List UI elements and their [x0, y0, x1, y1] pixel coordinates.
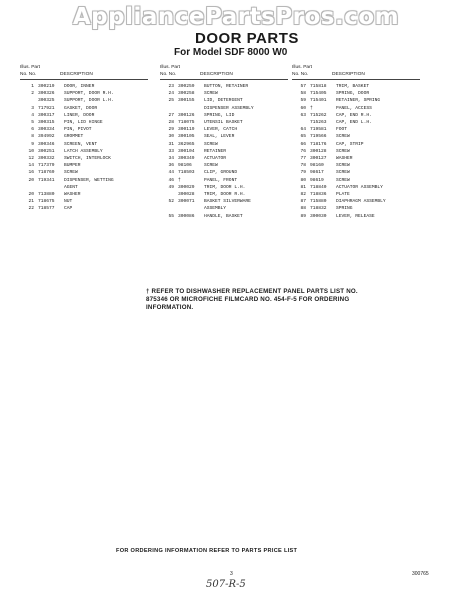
- part-number: 719566: [310, 134, 327, 140]
- part-description: DOOR, INNER: [64, 84, 95, 89]
- ref-number: 6: [31, 127, 34, 133]
- parts-row: [292, 205, 420, 212]
- parts-row: [292, 184, 420, 191]
- ref-number: 9: [31, 141, 34, 147]
- part-description: PIN, PIVOT: [64, 127, 92, 133]
- part-description: ACTUATOR ASSEMBLY: [336, 184, 383, 190]
- ref-number: 34: [168, 156, 174, 162]
- ref-number: 60: [300, 105, 306, 111]
- parts-row: [292, 191, 420, 198]
- part-number: 300030: [310, 213, 327, 219]
- part-description: SCREW: [336, 134, 350, 140]
- part-number: †: [310, 105, 313, 111]
- ref-number: 33: [168, 148, 174, 154]
- page-title: DOOR PARTS: [195, 30, 299, 47]
- ref-number: 58: [300, 91, 306, 97]
- part-number: 718176: [310, 141, 327, 147]
- parts-rows: [160, 83, 288, 220]
- part-description: DISPENSER, WETTING: [64, 177, 114, 183]
- part-description: DIAPHRAGM ASSEMBLY: [336, 199, 386, 205]
- ref-number: 57: [300, 84, 306, 89]
- part-description: CAP, END R.H.: [336, 112, 372, 118]
- parts-row: [160, 126, 288, 133]
- part-description: LEVER, CATCH: [204, 127, 238, 133]
- part-description: TRIM, BASKET: [336, 84, 370, 89]
- part-number: 300105: [178, 134, 195, 140]
- part-description: WASHER: [336, 156, 353, 162]
- parts-row: [20, 119, 148, 126]
- ref-number: 89: [300, 213, 306, 219]
- part-number: 300126: [178, 112, 195, 118]
- parts-rows: [292, 83, 420, 220]
- part-description: SCREW: [204, 163, 218, 169]
- parts-row: [160, 169, 288, 176]
- parts-column-3: [292, 63, 420, 220]
- ref-number: 44: [168, 170, 174, 176]
- column-header: [160, 63, 288, 80]
- part-number: 300029: [178, 184, 195, 190]
- parts-row: [20, 205, 148, 212]
- part-number: 300325: [38, 98, 55, 104]
- part-description: GROMMET: [64, 134, 84, 140]
- part-number: †: [178, 177, 181, 183]
- part-number: 715405: [310, 91, 327, 97]
- parts-row: [20, 198, 148, 205]
- part-number: 713880: [38, 192, 55, 198]
- parts-row: [292, 141, 420, 148]
- part-description: ACTUATOR: [204, 156, 227, 162]
- ref-number: 49: [168, 184, 174, 190]
- header-description: DESCRIPTION: [60, 72, 93, 77]
- ref-number: 78: [300, 163, 306, 169]
- part-number: 718675: [38, 199, 55, 205]
- column-header: [292, 63, 420, 80]
- parts-row: [292, 83, 420, 90]
- part-number: 300086: [178, 213, 195, 219]
- header-illus-part: Illus. Part: [292, 65, 312, 70]
- part-description: SCREW: [336, 148, 350, 154]
- parts-column-1: [20, 63, 148, 213]
- part-number: 300258: [178, 91, 195, 97]
- ref-number: 31: [168, 141, 174, 147]
- part-description: SCREW: [204, 141, 218, 147]
- part-description: GASKET, DOOR: [64, 105, 98, 111]
- parts-row: [20, 126, 148, 133]
- replacement-panel-note: † REFER TO DISHWASHER REPLACEMENT PANEL PARTS LIST NO. 875346 OR MICROFICHE FILMCARD NO. 454-F-5 FOR ORDERING INFORMATION.: [146, 288, 358, 312]
- parts-row: [160, 148, 288, 155]
- header-description: DESCRIPTION: [200, 72, 233, 77]
- ref-number: 22: [28, 206, 34, 212]
- parts-row: [160, 141, 288, 148]
- part-number: 98619: [310, 177, 324, 183]
- parts-row: [160, 162, 288, 169]
- parts-row: [20, 191, 148, 198]
- parts-row: [20, 133, 148, 140]
- ref-number: 14: [28, 163, 34, 169]
- parts-row: [292, 177, 420, 184]
- part-number: 718503: [178, 170, 195, 176]
- parts-row: [292, 90, 420, 97]
- parts-row: [292, 126, 420, 133]
- part-number: 719341: [38, 177, 55, 183]
- ref-number: 65: [300, 134, 306, 140]
- part-description: SCREW: [336, 163, 350, 169]
- ref-number: 59: [300, 98, 306, 104]
- ref-number: [292, 119, 310, 126]
- ref-number: 80: [300, 177, 306, 183]
- parts-row: [160, 198, 288, 205]
- ref-number: 3: [31, 105, 34, 111]
- part-description: SCREW: [336, 170, 350, 176]
- part-description: SUPPORT, DOOR L.H.: [64, 98, 114, 104]
- ref-number: 87: [300, 199, 306, 205]
- ref-number: 66: [300, 141, 306, 147]
- part-description: PIN, LID HINGE: [64, 120, 103, 126]
- part-number: 300071: [178, 199, 195, 205]
- part-number: 718832: [310, 206, 327, 212]
- part-description: WASHER: [64, 192, 81, 198]
- part-description: DISPENSER ASSEMBLY: [204, 105, 254, 111]
- ref-number: 21: [28, 199, 34, 205]
- part-number: 715401: [310, 98, 327, 104]
- header-no-no: No. No.: [160, 72, 177, 77]
- parts-row: [20, 162, 148, 169]
- ref-number: 5: [31, 120, 34, 126]
- part-description: PANEL, ACCESS: [336, 105, 372, 111]
- part-number: 718577: [38, 206, 55, 212]
- ref-number: 46: [168, 177, 174, 183]
- ref-number: [20, 97, 38, 104]
- part-number: 300104: [178, 148, 195, 154]
- ordering-footer: FOR ORDERING INFORMATION REFER TO PARTS PRICE LIST: [116, 548, 298, 554]
- header-illus-part: Illus. Part: [160, 65, 180, 70]
- part-description: LID, DETERGENT: [204, 98, 243, 104]
- part-description: PANEL, FRONT: [204, 177, 238, 183]
- page-subtitle: For Model SDF 8000 W0: [174, 47, 288, 58]
- part-description: CAP, STRIP: [336, 141, 364, 147]
- ref-number: 36: [168, 163, 174, 169]
- part-number: 300119: [178, 127, 195, 133]
- ref-number: 76: [300, 148, 306, 154]
- parts-row: [160, 155, 288, 162]
- part-number: 98160: [310, 163, 324, 169]
- ref-number: 27: [168, 112, 174, 118]
- document-code: 300765: [412, 571, 429, 577]
- part-number: 718836: [310, 192, 327, 198]
- part-description: SCREW: [204, 91, 218, 97]
- parts-row: [160, 184, 288, 191]
- ref-number: 23: [168, 84, 174, 89]
- part-number: 300326: [38, 91, 55, 97]
- part-number: 717921: [38, 105, 55, 111]
- parts-row: [292, 155, 420, 162]
- part-number: 718769: [38, 170, 55, 176]
- parts-row: [20, 83, 148, 90]
- part-number: 394992: [38, 134, 55, 140]
- part-description: CLIP, GROUND: [204, 170, 238, 176]
- parts-column-2: [160, 63, 288, 220]
- part-description: SPRING, LID: [204, 112, 235, 118]
- ref-number: 81: [300, 184, 306, 190]
- parts-row: [160, 105, 288, 112]
- parts-row: [20, 105, 148, 112]
- parts-row: [292, 148, 420, 155]
- parts-row: [292, 97, 420, 104]
- header-no-no: No. No.: [292, 72, 309, 77]
- part-number: [178, 205, 204, 212]
- part-number: 300128: [310, 148, 327, 154]
- ref-number: 12: [28, 156, 34, 162]
- part-description: PLATE: [336, 192, 350, 198]
- parts-row: [160, 213, 288, 220]
- part-description: CAP, END L.H.: [336, 120, 372, 126]
- ref-number: [160, 105, 178, 112]
- parts-row: [292, 169, 420, 176]
- ref-number: 64: [300, 127, 306, 133]
- part-description: BASKET SILVERWARE: [204, 199, 251, 205]
- part-number: 362965: [178, 141, 195, 147]
- parts-row: [20, 148, 148, 155]
- part-number: 717379: [38, 163, 55, 169]
- part-number: 300317: [38, 112, 55, 118]
- parts-row: [160, 177, 288, 184]
- part-number: 300219: [38, 84, 55, 89]
- part-description: ASSEMBLY: [204, 206, 227, 212]
- parts-row: [20, 184, 148, 191]
- part-description: SCREW: [336, 177, 350, 183]
- ref-number: 25: [168, 98, 174, 104]
- ref-number: 2: [31, 91, 34, 97]
- ref-number: 88: [300, 206, 306, 212]
- part-number: 715880: [310, 199, 327, 205]
- part-number: 300127: [310, 156, 327, 162]
- part-description: RETAINER: [204, 148, 227, 154]
- part-number: 300028: [178, 192, 195, 198]
- ref-number: 52: [168, 199, 174, 205]
- part-number: [38, 184, 64, 191]
- parts-row: [292, 162, 420, 169]
- parts-row: [160, 83, 288, 90]
- part-number: 300334: [38, 127, 55, 133]
- part-number: 719581: [310, 127, 327, 133]
- ref-number: [160, 205, 178, 212]
- ref-number: 28: [168, 120, 174, 126]
- part-description: LEVER, RELEASE: [336, 213, 375, 219]
- ref-number: [20, 184, 38, 191]
- parts-row: [160, 97, 288, 104]
- parts-row: [160, 119, 288, 126]
- part-description: SUPPORT, DOOR R.H.: [64, 91, 114, 97]
- part-description: SEAL, LEVER: [204, 134, 235, 140]
- parts-row: [160, 112, 288, 119]
- part-description: AGENT: [64, 184, 78, 190]
- parts-row: [160, 133, 288, 140]
- part-number: 715262: [310, 112, 327, 118]
- part-number: [178, 105, 204, 112]
- part-description: TRIM, DOOR R.H.: [204, 192, 246, 198]
- part-description: UTENSIL BASKET: [204, 120, 243, 126]
- ref-number: 20: [28, 177, 34, 183]
- parts-row: [160, 191, 288, 198]
- parts-row: [292, 112, 420, 119]
- parts-rows: [20, 83, 148, 213]
- part-description: SWITCH, INTERLOCK: [64, 156, 111, 162]
- watermark-logo: AppliancePartsPros.com: [72, 4, 400, 30]
- ref-number: 63: [300, 112, 306, 118]
- part-description: RETAINER, SPRING: [336, 98, 381, 104]
- ref-number: 55: [168, 213, 174, 219]
- handwritten-annotation: 507-R-5: [206, 579, 246, 590]
- column-header: [20, 63, 148, 80]
- part-number: 715263: [310, 120, 327, 126]
- ref-number: 16: [28, 170, 34, 176]
- parts-row: [160, 90, 288, 97]
- ref-number: 20: [28, 192, 34, 198]
- parts-row: [20, 90, 148, 97]
- page-number: 3: [230, 571, 233, 577]
- parts-row: [292, 133, 420, 140]
- ref-number: 79: [300, 170, 306, 176]
- header-no-no: No. No.: [20, 72, 37, 77]
- part-description: SCREEN, VENT: [64, 141, 98, 147]
- part-number: 98617: [310, 170, 324, 176]
- part-description: BUTTON, RETAINER: [204, 84, 249, 89]
- part-description: SCREW: [64, 170, 78, 176]
- header-description: DESCRIPTION: [332, 72, 365, 77]
- parts-row: [160, 205, 288, 212]
- part-number: 718840: [310, 184, 327, 190]
- part-number: 300155: [178, 98, 195, 104]
- parts-row: [292, 119, 420, 126]
- ref-number: 8: [31, 134, 34, 140]
- part-description: HANDLE, BASKET: [204, 213, 243, 219]
- part-description: TRIM, DOOR L.H.: [204, 184, 246, 190]
- ref-number: 24: [168, 91, 174, 97]
- part-description: CAP: [64, 206, 73, 212]
- ref-number: 77: [300, 156, 306, 162]
- parts-row: [20, 141, 148, 148]
- parts-row: [20, 169, 148, 176]
- ref-number: 30: [168, 134, 174, 140]
- part-number: 300332: [38, 156, 55, 162]
- part-number: 300259: [178, 84, 195, 89]
- header-illus-part: Illus. Part: [20, 65, 40, 70]
- parts-row: [20, 112, 148, 119]
- part-number: 300251: [38, 148, 55, 154]
- parts-row: [20, 177, 148, 184]
- parts-row: [292, 105, 420, 112]
- part-description: SPRING, DOOR: [336, 91, 370, 97]
- parts-row: [20, 97, 148, 104]
- part-number: 300315: [38, 120, 55, 126]
- part-description: BUMPER: [64, 163, 81, 169]
- parts-row: [20, 155, 148, 162]
- ref-number: 4: [31, 112, 34, 118]
- part-description: LATCH ASSEMBLY: [64, 148, 103, 154]
- part-number: 718075: [178, 120, 195, 126]
- part-description: FOOT: [336, 127, 348, 133]
- ref-number: 10: [28, 148, 34, 154]
- part-description: NUT: [64, 199, 73, 205]
- part-number: 300349: [178, 156, 195, 162]
- part-number: 715818: [310, 84, 327, 89]
- part-number: 98106: [178, 163, 192, 169]
- ref-number: 1: [31, 84, 34, 89]
- ref-number: 82: [300, 192, 306, 198]
- ref-number: [160, 191, 178, 198]
- part-description: SPRING: [336, 206, 353, 212]
- parts-row: [292, 213, 420, 220]
- parts-row: [292, 198, 420, 205]
- part-description: LINER, DOOR: [64, 112, 95, 118]
- part-number: 300346: [38, 141, 55, 147]
- ref-number: 29: [168, 127, 174, 133]
